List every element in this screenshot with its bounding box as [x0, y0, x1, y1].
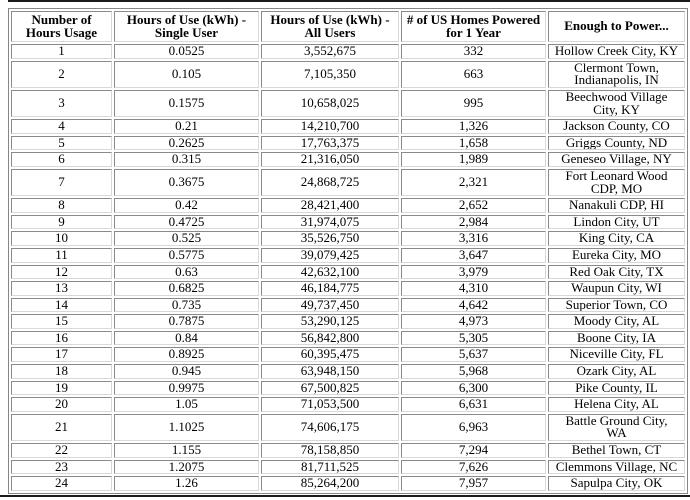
cell-hours-usage: 19 — [11, 381, 112, 396]
table-row — [11, 248, 685, 263]
cell-kwh-single-user: 0.2625 — [114, 136, 259, 151]
cell-enough-to-power: Superior Town, CO — [548, 298, 685, 313]
cell-kwh-all-users: 53,290,125 — [261, 314, 399, 329]
cell-homes-powered: 4,973 — [401, 314, 546, 329]
cell-homes-powered: 4,642 — [401, 298, 546, 313]
cell-kwh-all-users: 28,421,400 — [261, 198, 399, 213]
column-header-kwh-all-users: Hours of Use (kWh) - All Users — [261, 11, 399, 42]
cell-kwh-single-user: 0.63 — [114, 265, 259, 280]
cell-enough-to-power: Hollow Creek City, KY — [548, 44, 685, 59]
cell-enough-to-power: Red Oak City, TX — [548, 265, 685, 280]
cell-kwh-all-users: 31,974,075 — [261, 215, 399, 230]
cell-homes-powered: 2,652 — [401, 198, 546, 213]
cell-kwh-all-users: 85,264,200 — [261, 476, 399, 491]
cell-homes-powered: 1,989 — [401, 152, 546, 167]
usage-table — [8, 8, 688, 494]
table-row — [11, 169, 685, 196]
cell-enough-to-power: Bethel Town, CT — [548, 443, 685, 458]
cell-homes-powered: 7,294 — [401, 443, 546, 458]
cell-enough-to-power: Boone City, IA — [548, 331, 685, 346]
cell-kwh-single-user: 1.2075 — [114, 460, 259, 475]
column-header-kwh-single-user: Hours of Use (kWh) - Single User — [114, 11, 259, 42]
cell-enough-to-power: Fort Leonard Wood CDP, MO — [548, 169, 685, 196]
top-rule — [8, 0, 690, 2]
cell-kwh-all-users: 21,316,050 — [261, 152, 399, 167]
cell-hours-usage: 22 — [11, 443, 112, 458]
cell-hours-usage: 24 — [11, 476, 112, 491]
cell-homes-powered: 995 — [401, 90, 546, 117]
table-row — [11, 90, 685, 117]
cell-kwh-single-user: 0.9975 — [114, 381, 259, 396]
cell-hours-usage: 21 — [11, 414, 112, 441]
cell-hours-usage: 8 — [11, 198, 112, 213]
cell-homes-powered: 6,300 — [401, 381, 546, 396]
cell-hours-usage: 18 — [11, 364, 112, 379]
cell-kwh-single-user: 0.945 — [114, 364, 259, 379]
cell-homes-powered: 6,631 — [401, 397, 546, 412]
cell-homes-powered: 5,968 — [401, 364, 546, 379]
cell-kwh-single-user: 1.155 — [114, 443, 259, 458]
table-header — [11, 11, 685, 42]
cell-enough-to-power: Waupun City, WI — [548, 281, 685, 296]
cell-hours-usage: 16 — [11, 331, 112, 346]
cell-homes-powered: 2,984 — [401, 215, 546, 230]
cell-enough-to-power: Nanakuli CDP, HI — [548, 198, 685, 213]
table-row — [11, 215, 685, 230]
cell-hours-usage: 7 — [11, 169, 112, 196]
cell-homes-powered: 332 — [401, 44, 546, 59]
cell-kwh-all-users: 17,763,375 — [261, 136, 399, 151]
cell-kwh-all-users: 56,842,800 — [261, 331, 399, 346]
cell-kwh-all-users: 3,552,675 — [261, 44, 399, 59]
cell-kwh-single-user: 0.525 — [114, 231, 259, 246]
table-row — [11, 265, 685, 280]
column-header-hours-usage: Number of Hours Usage — [11, 11, 112, 42]
cell-hours-usage: 5 — [11, 136, 112, 151]
cell-hours-usage: 15 — [11, 314, 112, 329]
table-row — [11, 281, 685, 296]
cell-hours-usage: 3 — [11, 90, 112, 117]
cell-enough-to-power: Jackson County, CO — [548, 119, 685, 134]
cell-kwh-all-users: 7,105,350 — [261, 61, 399, 88]
cell-kwh-all-users: 46,184,775 — [261, 281, 399, 296]
table-row — [11, 44, 685, 59]
column-header-enough-to-power: Enough to Power... — [548, 11, 685, 42]
cell-homes-powered: 6,963 — [401, 414, 546, 441]
cell-kwh-single-user: 0.3675 — [114, 169, 259, 196]
cell-hours-usage: 1 — [11, 44, 112, 59]
cell-kwh-all-users: 42,632,100 — [261, 265, 399, 280]
table-row — [11, 119, 685, 134]
cell-kwh-single-user: 0.84 — [114, 331, 259, 346]
cell-homes-powered: 7,957 — [401, 476, 546, 491]
cell-homes-powered: 5,305 — [401, 331, 546, 346]
cell-homes-powered: 5,637 — [401, 347, 546, 362]
table-row — [11, 347, 685, 362]
cell-kwh-single-user: 0.105 — [114, 61, 259, 88]
cell-kwh-single-user: 1.1025 — [114, 414, 259, 441]
cell-homes-powered: 1,658 — [401, 136, 546, 151]
cell-enough-to-power: Battle Ground City, WA — [548, 414, 685, 441]
cell-hours-usage: 12 — [11, 265, 112, 280]
cell-kwh-single-user: 0.5775 — [114, 248, 259, 263]
table-row — [11, 152, 685, 167]
cell-enough-to-power: Geneseo Village, NY — [548, 152, 685, 167]
table-row — [11, 443, 685, 458]
cell-homes-powered: 1,326 — [401, 119, 546, 134]
cell-enough-to-power: Clemmons Village, NC — [548, 460, 685, 475]
header-row — [11, 11, 685, 42]
cell-kwh-all-users: 35,526,750 — [261, 231, 399, 246]
cell-hours-usage: 11 — [11, 248, 112, 263]
cell-kwh-all-users: 81,711,525 — [261, 460, 399, 475]
cell-kwh-all-users: 49,737,450 — [261, 298, 399, 313]
cell-hours-usage: 6 — [11, 152, 112, 167]
cell-hours-usage: 13 — [11, 281, 112, 296]
cell-homes-powered: 663 — [401, 61, 546, 88]
table-row — [11, 231, 685, 246]
table-row — [11, 298, 685, 313]
cell-kwh-all-users: 60,395,475 — [261, 347, 399, 362]
table-row — [11, 198, 685, 213]
table-row — [11, 460, 685, 475]
cell-kwh-single-user: 0.4725 — [114, 215, 259, 230]
cell-enough-to-power: Eureka City, MO — [548, 248, 685, 263]
table-row — [11, 331, 685, 346]
cell-enough-to-power: Sapulpa City, OK — [548, 476, 685, 491]
cell-enough-to-power: Griggs County, ND — [548, 136, 685, 151]
column-header-homes-powered: # of US Homes Powered for 1 Year — [401, 11, 546, 42]
table-row — [11, 364, 685, 379]
cell-kwh-single-user: 0.8925 — [114, 347, 259, 362]
cell-kwh-all-users: 10,658,025 — [261, 90, 399, 117]
cell-kwh-all-users: 67,500,825 — [261, 381, 399, 396]
cell-kwh-all-users: 63,948,150 — [261, 364, 399, 379]
cell-kwh-single-user: 0.0525 — [114, 44, 259, 59]
cell-kwh-all-users: 24,868,725 — [261, 169, 399, 196]
cell-homes-powered: 4,310 — [401, 281, 546, 296]
cell-homes-powered: 2,321 — [401, 169, 546, 196]
cell-kwh-all-users: 14,210,700 — [261, 119, 399, 134]
cell-enough-to-power: Pike County, IL — [548, 381, 685, 396]
cell-hours-usage: 2 — [11, 61, 112, 88]
cell-kwh-single-user: 0.735 — [114, 298, 259, 313]
table-row — [11, 476, 685, 491]
cell-kwh-all-users: 74,606,175 — [261, 414, 399, 441]
cell-kwh-all-users: 71,053,500 — [261, 397, 399, 412]
cell-homes-powered: 3,979 — [401, 265, 546, 280]
cell-hours-usage: 4 — [11, 119, 112, 134]
cell-hours-usage: 20 — [11, 397, 112, 412]
cell-kwh-single-user: 0.315 — [114, 152, 259, 167]
cell-hours-usage: 10 — [11, 231, 112, 246]
bottom-rule — [0, 495, 690, 497]
cell-kwh-single-user: 0.6825 — [114, 281, 259, 296]
cell-kwh-all-users: 39,079,425 — [261, 248, 399, 263]
cell-enough-to-power: Beechwood Village City, KY — [548, 90, 685, 117]
cell-enough-to-power: Lindon City, UT — [548, 215, 685, 230]
table-row — [11, 381, 685, 396]
cell-kwh-single-user: 1.26 — [114, 476, 259, 491]
cell-kwh-single-user: 0.21 — [114, 119, 259, 134]
cell-hours-usage: 9 — [11, 215, 112, 230]
table-row — [11, 397, 685, 412]
table-row — [11, 61, 685, 88]
cell-kwh-single-user: 0.1575 — [114, 90, 259, 117]
cell-homes-powered: 3,647 — [401, 248, 546, 263]
cell-hours-usage: 17 — [11, 347, 112, 362]
table-row — [11, 414, 685, 441]
cell-enough-to-power: Moody City, AL — [548, 314, 685, 329]
cell-kwh-single-user: 1.05 — [114, 397, 259, 412]
cell-enough-to-power: Helena City, AL — [548, 397, 685, 412]
cell-kwh-single-user: 0.42 — [114, 198, 259, 213]
table-row — [11, 136, 685, 151]
cell-enough-to-power: King City, CA — [548, 231, 685, 246]
cell-kwh-single-user: 0.7875 — [114, 314, 259, 329]
cell-hours-usage: 14 — [11, 298, 112, 313]
cell-enough-to-power: Ozark City, AL — [548, 364, 685, 379]
table-row — [11, 314, 685, 329]
cell-homes-powered: 3,316 — [401, 231, 546, 246]
cell-hours-usage: 23 — [11, 460, 112, 475]
cell-homes-powered: 7,626 — [401, 460, 546, 475]
cell-kwh-all-users: 78,158,850 — [261, 443, 399, 458]
cell-enough-to-power: Clermont Town, Indianapolis, IN — [548, 61, 685, 88]
table-body — [11, 44, 685, 491]
cell-enough-to-power: Niceville City, FL — [548, 347, 685, 362]
